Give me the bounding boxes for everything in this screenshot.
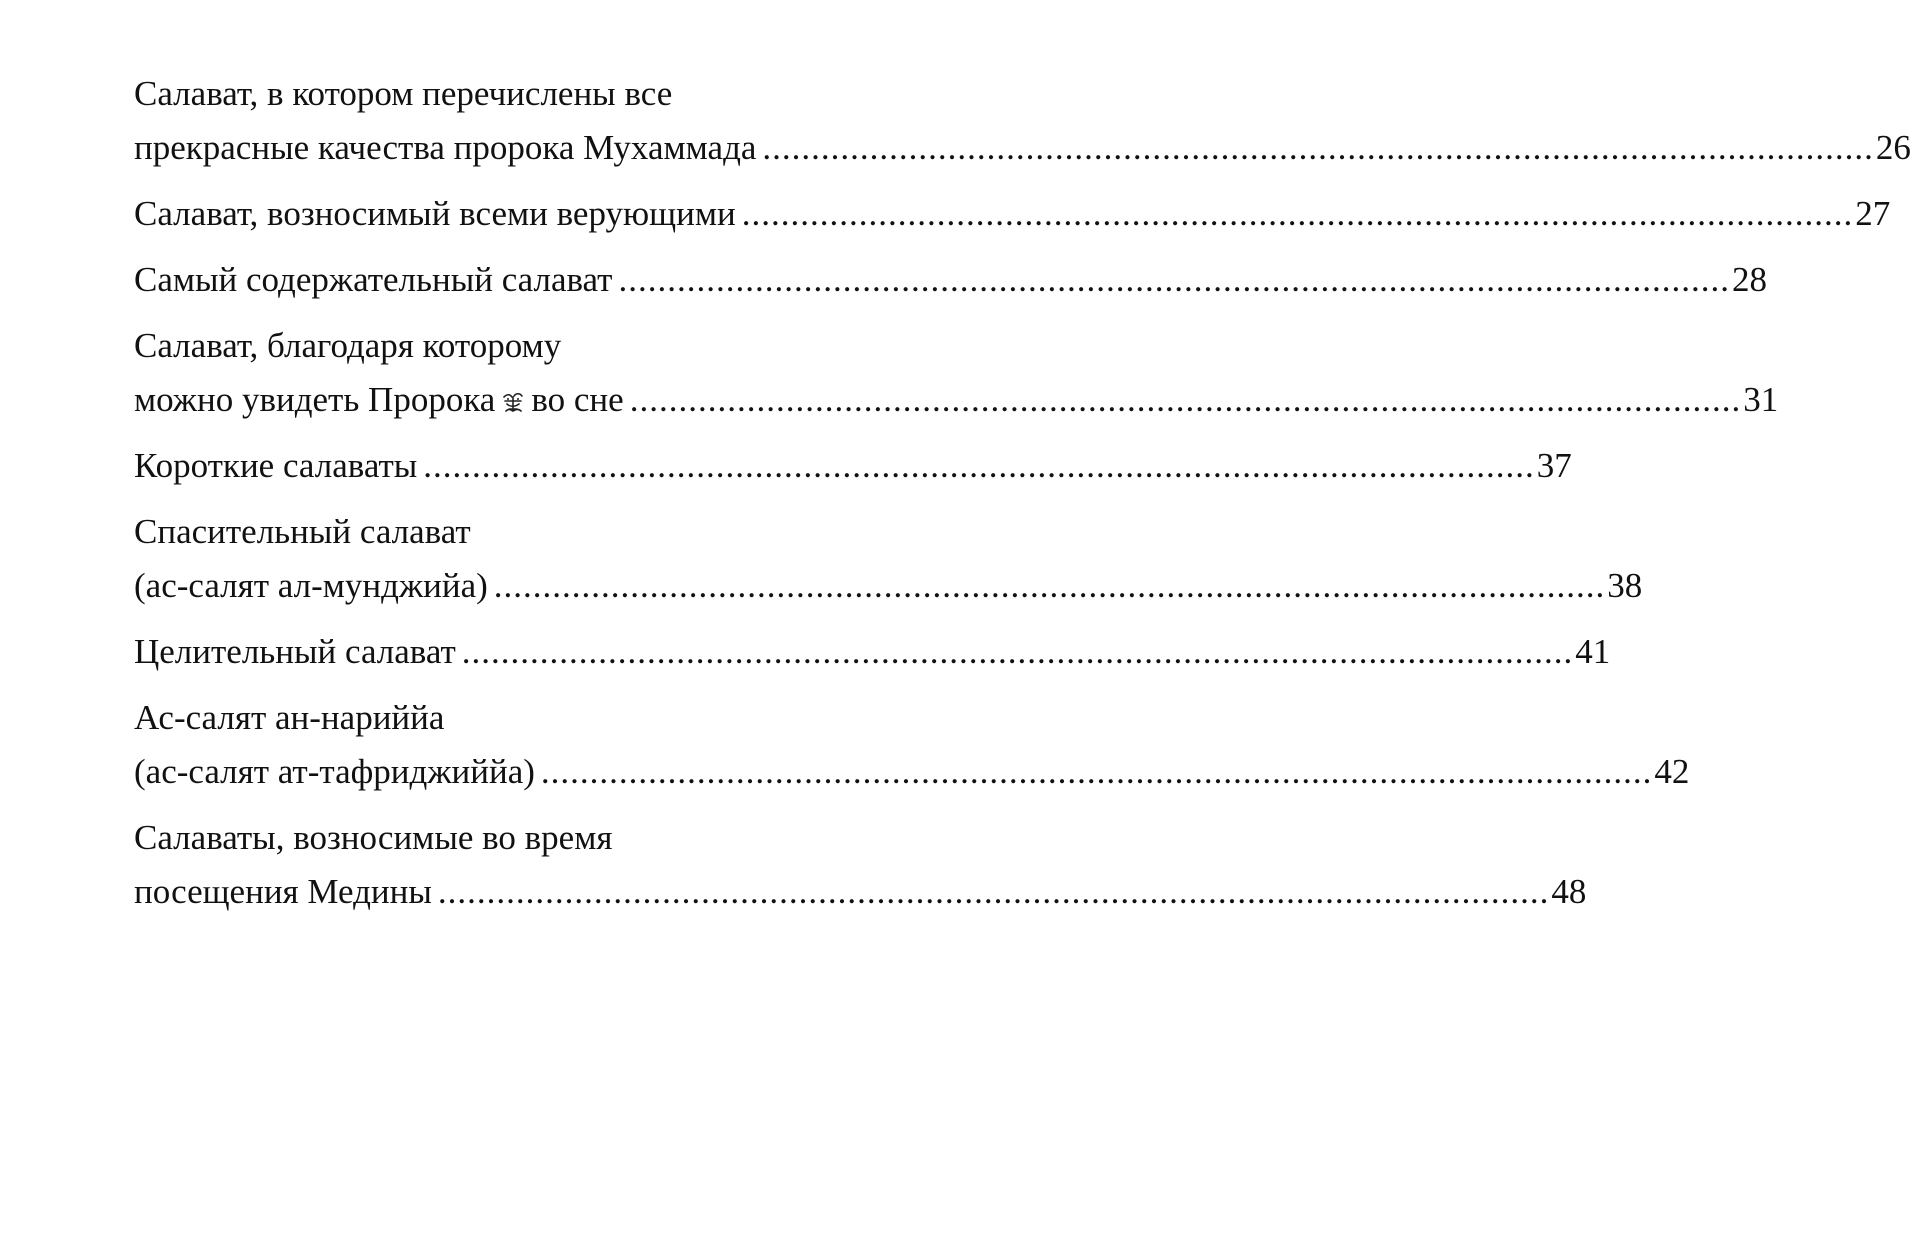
dot-leader: .................................................................................................................. xyxy=(437,872,1550,911)
dot-leader: .................................................................................................................. xyxy=(540,752,1653,791)
toc-line xyxy=(134,818,862,857)
toc-line xyxy=(134,380,1779,419)
toc-entry-title-line-1: Салаваты, возносимые во время xyxy=(134,818,613,857)
toc-entry-title-line-2: (ас-салят ат-тафриджиййа) xyxy=(134,752,535,791)
toc-line xyxy=(134,74,862,113)
dot-leader: .................................................................................................................. xyxy=(423,446,1535,485)
page-number: 41 xyxy=(1575,632,1611,671)
toc-entry-title: Салават, возносимый всеми верующими xyxy=(134,194,736,233)
dot-leader: .................................................................................................................. xyxy=(461,632,1574,671)
dot-leader: .................................................................................................................. xyxy=(493,566,1606,605)
toc-entry-title-line-1: Салават, в котором перечислены все xyxy=(134,74,673,113)
toc-entry-title-line-1: Салават, благодаря которому xyxy=(134,326,562,365)
toc-entry-31[interactable] xyxy=(134,326,1779,419)
toc-entry-title-line-2: прекрасные качества пророка Мухаммада xyxy=(134,128,757,167)
page-number: 28 xyxy=(1731,260,1767,299)
toc-entry-title-line-2: посещения Медины xyxy=(134,872,432,911)
toc-entry-title-line-2 xyxy=(134,380,624,419)
toc-line xyxy=(134,128,1911,167)
toc-entry-title-line-2: (ас-салят ал-мунджийа) xyxy=(134,566,488,605)
toc-line xyxy=(134,512,862,551)
dot-leader: .................................................................................................................. xyxy=(741,194,1854,233)
dot-leader: .................................................................................................................. xyxy=(629,380,1742,419)
table-of-contents xyxy=(134,74,1911,942)
toc-line xyxy=(134,566,1643,605)
toc-line xyxy=(134,698,862,737)
toc-entry-41[interactable] xyxy=(134,632,1611,671)
toc-entry-title-part-1: можно увидеть Пророка xyxy=(134,380,496,419)
toc-entry-28[interactable] xyxy=(134,260,1767,299)
page-number: 42 xyxy=(1654,752,1690,791)
toc-line xyxy=(134,194,1891,233)
toc-entry-title-line-1: Ас-салят ан-нариййа xyxy=(134,698,445,737)
toc-line xyxy=(134,872,1587,911)
toc-entry-title: Короткие салаваты xyxy=(134,446,418,485)
page-number: 27 xyxy=(1855,194,1891,233)
toc-line xyxy=(134,326,862,365)
dot-leader: .................................................................................................................. xyxy=(762,128,1874,167)
toc-entry-title: Самый содержательный салават xyxy=(134,260,613,299)
dot-leader: .................................................................................................................. xyxy=(618,260,1730,299)
page-number: 31 xyxy=(1743,380,1779,419)
sallallahu-alayhi-wasallam-icon xyxy=(501,391,525,413)
toc-entry-42[interactable] xyxy=(134,698,1690,791)
toc-entry-38[interactable] xyxy=(134,512,1643,605)
toc-line xyxy=(134,260,1767,299)
toc-entry-title: Целительный салават xyxy=(134,632,456,671)
page-number: 37 xyxy=(1536,446,1572,485)
toc-line xyxy=(134,752,1690,791)
toc-entry-title-line-1: Спасительный салават xyxy=(134,512,471,551)
toc-entry-37[interactable] xyxy=(134,446,1572,485)
toc-entry-48[interactable] xyxy=(134,818,1587,911)
page-number: 48 xyxy=(1551,872,1587,911)
page-number: 38 xyxy=(1607,566,1643,605)
toc-entry-26[interactable] xyxy=(134,74,1911,167)
toc-entry-27[interactable] xyxy=(134,194,1891,233)
toc-line xyxy=(134,446,1572,485)
page-number: 26 xyxy=(1875,128,1911,167)
toc-entry-title-part-2: во сне xyxy=(531,380,624,419)
toc-line xyxy=(134,632,1611,671)
